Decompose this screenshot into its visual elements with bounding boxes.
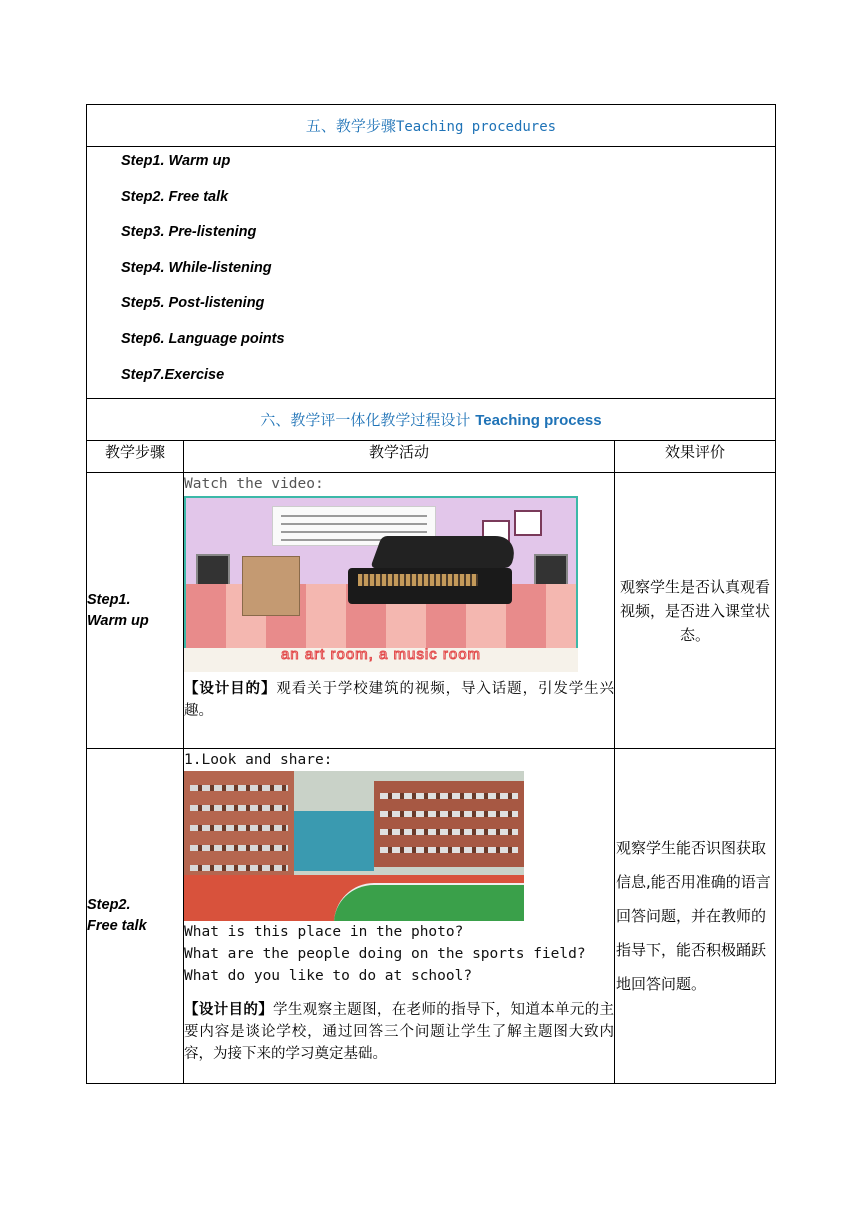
header-step: 教学步骤 bbox=[87, 441, 184, 473]
section6-title bbox=[87, 399, 776, 441]
header-activity: 教学活动 bbox=[184, 441, 615, 473]
section5-title-cn: 五、教学步骤 bbox=[305, 117, 396, 135]
purpose-label: 【设计目的】 bbox=[184, 1002, 274, 1019]
step-item: Step4. While-listening bbox=[121, 259, 272, 276]
header-evaluation: 效果评价 bbox=[615, 441, 776, 473]
step-item: Step7.Exercise bbox=[121, 366, 225, 383]
step-label-line: Step1. bbox=[87, 591, 131, 608]
steps-list bbox=[87, 147, 776, 399]
section5-title bbox=[87, 105, 776, 147]
section5-title-en: Teaching procedures bbox=[395, 119, 557, 135]
piano-icon bbox=[370, 536, 522, 568]
section6-title-en: Teaching process bbox=[475, 412, 602, 430]
table-row bbox=[87, 749, 776, 1084]
activity-intro: Watch the video: bbox=[184, 476, 324, 493]
step-label-line: Warm up bbox=[87, 612, 149, 629]
step-label bbox=[87, 473, 184, 749]
purpose-text: 观看关于学校建筑的视频，导入话题，引发学生兴趣。 bbox=[184, 681, 615, 720]
podium-icon bbox=[242, 556, 300, 616]
step-item: Step1. Warm up bbox=[121, 153, 231, 169]
lesson-plan-table bbox=[86, 104, 776, 1084]
evaluation-cell: 观察学生能否识图获取信息,能否用准确的语言回答问题，并在教师的指导下，能否积极踊跃地回答问题。 bbox=[615, 749, 776, 1084]
school-photo bbox=[184, 771, 524, 921]
question-item: What are the people doing on the sports field? bbox=[184, 946, 586, 963]
activity-intro: 1.Look and share: bbox=[184, 752, 333, 769]
design-purpose bbox=[184, 678, 614, 722]
image-caption: an art room, a music room bbox=[184, 648, 578, 672]
section6-title-cn: 六、教学评一体化教学过程设计 bbox=[260, 411, 471, 430]
table-header-row bbox=[87, 441, 776, 473]
step-label bbox=[87, 749, 184, 1084]
purpose-text: 学生观察主题图，在老师的指导下，知道本单元的主要内容是谈论学校，通过回答三个问题让学生了解主题图大致内容，为接下来的学习奠定基础。 bbox=[184, 1002, 615, 1063]
question-item: What is this place in the photo? bbox=[184, 924, 464, 941]
music-room-illustration bbox=[184, 496, 578, 672]
step-item: Step2. Free talk bbox=[121, 188, 229, 205]
evaluation-cell: 观察学生是否认真观看视频，是否进入课堂状态。 bbox=[615, 473, 776, 749]
purpose-label: 【设计目的】 bbox=[184, 681, 277, 698]
step-item: Step3. Pre-listening bbox=[121, 224, 257, 241]
activity-cell bbox=[184, 749, 615, 1084]
design-purpose bbox=[184, 999, 614, 1065]
step-item: Step5. Post-listening bbox=[121, 295, 265, 312]
portrait-icon bbox=[514, 510, 542, 536]
step-item: Step6. Language points bbox=[121, 330, 285, 347]
step-label-line: Free talk bbox=[87, 918, 147, 935]
table-row bbox=[87, 473, 776, 749]
step-label-line: Step2. bbox=[87, 897, 131, 914]
activity-cell bbox=[184, 473, 615, 749]
lesson-plan-page bbox=[86, 104, 775, 1084]
question-item: What do you like to do at school? bbox=[184, 968, 473, 985]
